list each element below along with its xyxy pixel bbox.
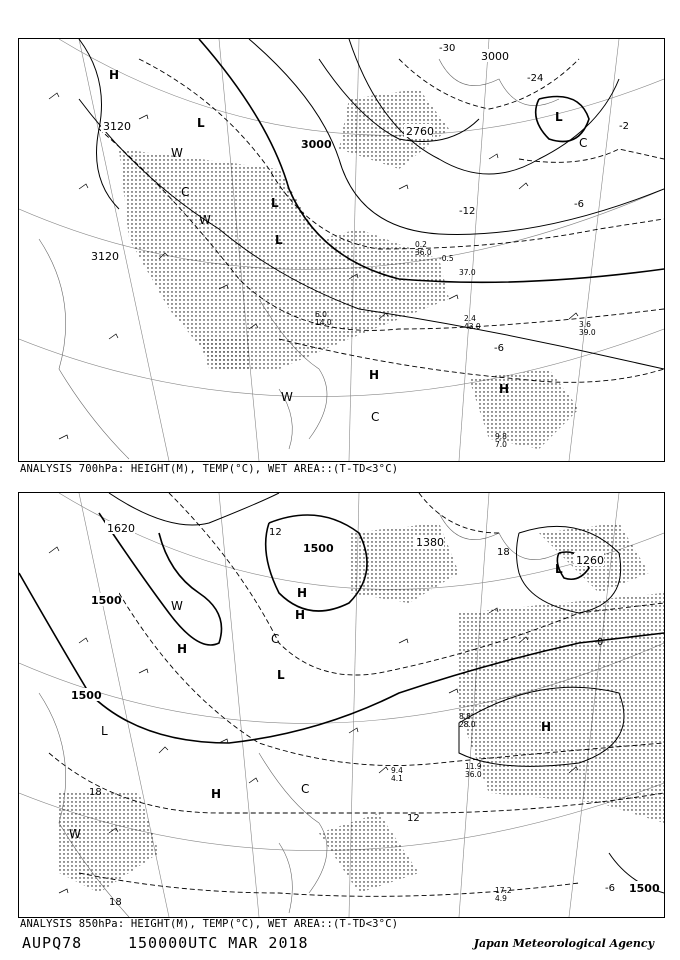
high-center: H xyxy=(499,382,510,396)
temp-label: 12 xyxy=(407,813,420,824)
station-value: 37.0 xyxy=(459,268,476,277)
height-label: 1620 xyxy=(107,522,135,535)
height-label: 1500 xyxy=(71,689,102,702)
station-value: -0.5 xyxy=(439,254,454,263)
station-value: 3.6 39.0 xyxy=(579,320,596,337)
height-label: 1380 xyxy=(416,536,444,549)
map-850hpa-svg xyxy=(19,493,664,917)
temp-label: -12 xyxy=(459,206,476,217)
temp-label: -2 xyxy=(619,121,629,132)
low-center: L xyxy=(555,110,563,124)
height-label: 1260 xyxy=(576,554,604,567)
temp-label: 12 xyxy=(269,527,282,538)
height-label: 3000 xyxy=(301,138,332,151)
low-center: L xyxy=(277,668,285,682)
cold-center: C xyxy=(579,136,588,150)
low-center: L xyxy=(271,196,279,210)
cold-center: C xyxy=(371,410,380,424)
cold-center: C xyxy=(301,782,310,796)
warm-center: W xyxy=(171,599,183,613)
temp-label: -24 xyxy=(527,73,544,84)
height-label: 2760 xyxy=(406,125,434,138)
warm-center: W xyxy=(69,827,81,841)
high-center: H xyxy=(109,68,120,82)
temperature-labels xyxy=(439,43,629,354)
station-value: 8.8 28.0 xyxy=(459,712,476,729)
temp-label: 18 xyxy=(109,897,122,908)
wet-areas xyxy=(119,89,579,449)
station-value: 6.0 14.0 xyxy=(315,310,332,327)
height-label: 1500 xyxy=(629,882,660,895)
warm-center: W xyxy=(171,146,183,160)
analysis-time: 150000UTC MAR 2018 xyxy=(128,934,309,952)
map-700hpa-svg xyxy=(19,39,664,461)
station-value: 0.2 36.0 xyxy=(415,240,432,257)
station-value: 17.2 4.9 xyxy=(495,886,512,903)
low-center: L xyxy=(275,233,283,247)
station-value: 9.8 7.0 xyxy=(495,432,507,449)
cold-center: C xyxy=(271,632,280,646)
low-center: L xyxy=(197,116,205,130)
height-label: 3120 xyxy=(91,250,119,263)
temp-label: -6 xyxy=(494,343,504,354)
caption-850hpa: ANALYSIS 850hPa: HEIGHT(M), TEMP(°C), WET AREA::(T-TD<3°C) xyxy=(20,918,399,930)
caption-700hpa: ANALYSIS 700hPa: HEIGHT(M), TEMP(°C), WET AREA::(T-TD<3°C) xyxy=(20,463,399,475)
station-value: 9.4 4.1 xyxy=(391,766,403,783)
station-value: 11.9 36.0 xyxy=(465,762,482,779)
temp-label: -6 xyxy=(574,199,584,210)
low-center: L xyxy=(555,562,563,576)
height-label: 1500 xyxy=(91,594,122,607)
warm-center: W xyxy=(281,390,293,404)
height-label: 3120 xyxy=(103,120,131,133)
temp-label: 0 xyxy=(597,637,604,648)
high-center: H xyxy=(177,642,188,656)
cold-center: C xyxy=(181,185,190,199)
station-value: 2.4 43.0 xyxy=(464,314,481,331)
high-center: H xyxy=(211,787,222,801)
warm-center: W xyxy=(199,213,211,227)
temp-label: -6 xyxy=(605,883,615,894)
bulletin-code: AUPQ78 xyxy=(22,934,83,952)
height-label: 1500 xyxy=(303,542,334,555)
analysis-850hpa-map xyxy=(18,492,665,918)
low-center: L xyxy=(101,724,108,738)
high-center: H xyxy=(297,586,308,600)
height-label: 3000 xyxy=(481,50,509,63)
high-center: H xyxy=(295,608,306,622)
temp-label: 18 xyxy=(497,547,510,558)
high-center: H xyxy=(541,720,552,734)
high-center: H xyxy=(369,368,380,382)
analysis-700hpa-map xyxy=(18,38,665,462)
temp-label: -30 xyxy=(439,43,456,54)
agency-name: Japan Meteorological Agency xyxy=(473,937,654,950)
temp-label: 18 xyxy=(89,787,102,798)
